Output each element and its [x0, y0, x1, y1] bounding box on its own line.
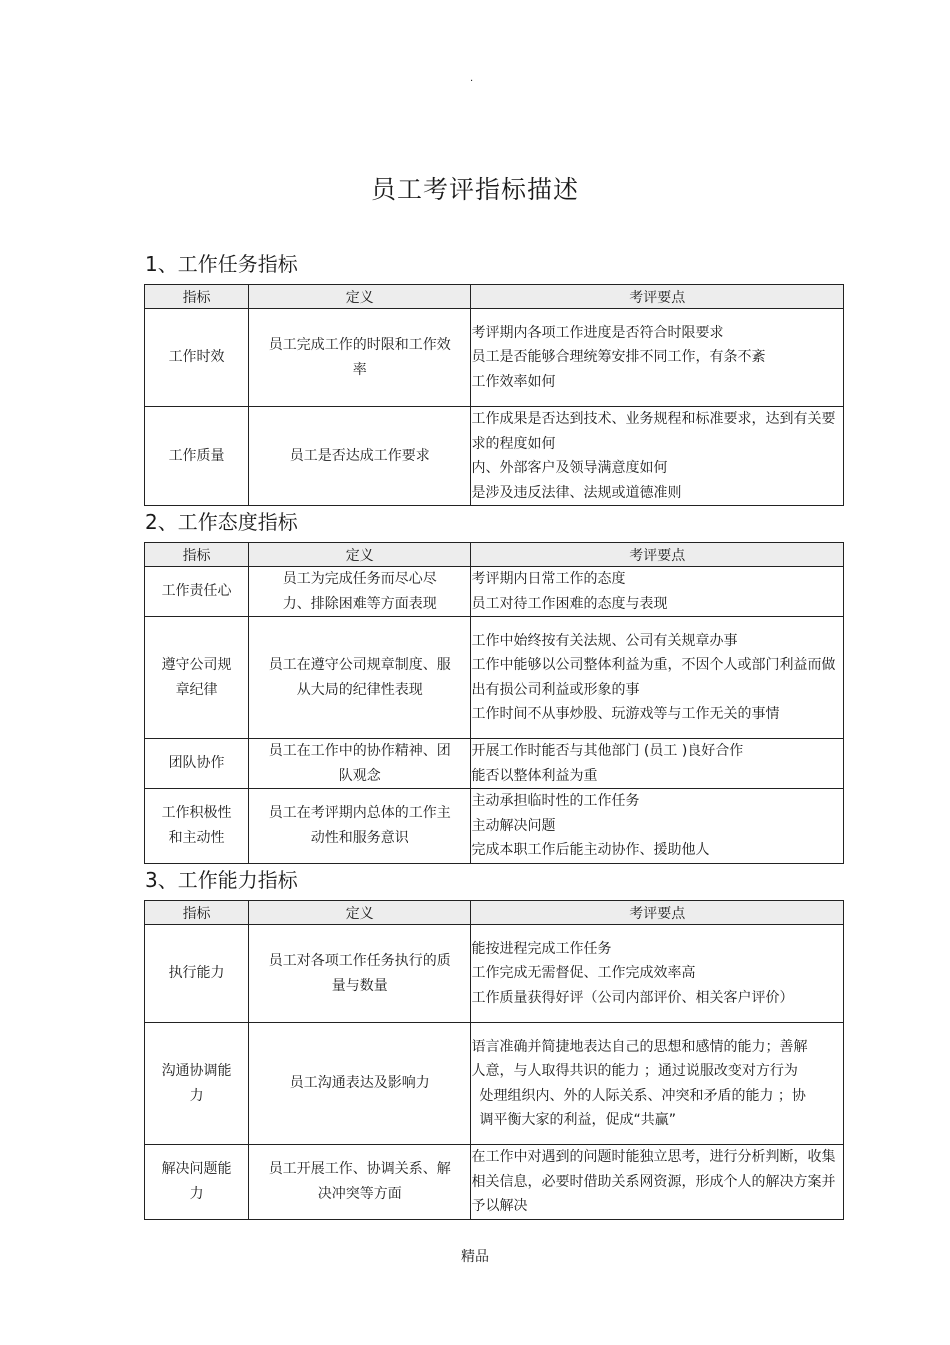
- metric-name: 工作积极性和主动性: [161, 805, 232, 846]
- metric-name: 沟通协调能力: [161, 1063, 232, 1104]
- table-row: [145, 925, 844, 1023]
- metric-name-cell: [145, 789, 249, 864]
- column-header-key-points: 考评要点: [471, 543, 844, 567]
- metric-definition: 员工在考评期内总体的工作主动性和服务意识: [268, 805, 451, 846]
- metric-name-cell: [145, 925, 249, 1023]
- metric-name: 工作时效: [168, 349, 225, 366]
- metric-definition: 员工沟通表达及影响力: [289, 1075, 430, 1092]
- key-point: 员工是否能够合理统筹安排不同工作，有条不紊: [471, 349, 766, 366]
- metric-definition-cell: [249, 309, 471, 407]
- column-header-key-points: 考评要点: [471, 901, 844, 925]
- metric-definition: 员工为完成任务而尽心尽力、排除困难等方面表现: [282, 571, 437, 612]
- key-points-cell: [471, 567, 844, 617]
- metric-name-cell: [145, 739, 249, 789]
- table-header-row: [145, 543, 844, 567]
- metric-name: 工作责任心: [161, 583, 232, 600]
- key-point: 工作成果是否达到技术、业务规程和标准要求，达到有关要求的程度如何: [471, 411, 836, 452]
- ability-metrics-table: [144, 900, 844, 1220]
- section-heading-attitude: 2、工作态度指标: [145, 510, 298, 534]
- key-point: 语言准确并简捷地表达自己的思想和感情的能力；善解人意，与人取得共识的能力 ；通过说服改变对方行为: [471, 1038, 808, 1079]
- metric-definition-cell: [249, 1023, 471, 1145]
- metric-name-cell: [145, 407, 249, 506]
- key-point: 工作中始终按有关法规、公司有关规章办事: [471, 632, 738, 649]
- key-points-cell: [471, 309, 844, 407]
- key-point: 工作完成无需督促、工作完成效率高: [471, 965, 696, 982]
- metric-name-cell: [145, 617, 249, 739]
- metric-name: 遵守公司规章纪律: [161, 657, 232, 698]
- key-points-cell: [471, 407, 844, 506]
- column-header-definition: 定义: [249, 901, 471, 925]
- table-header-row: [145, 285, 844, 309]
- metric-definition-cell: [249, 925, 471, 1023]
- metric-name: 解决问题能力: [161, 1161, 232, 1202]
- key-points-cell: [471, 1145, 844, 1220]
- key-point: 工作质量获得好评（公司内部评价、相关客户评价）: [471, 989, 794, 1006]
- metric-definition-cell: [249, 739, 471, 789]
- key-points-cell: [471, 789, 844, 864]
- key-points-cell: [471, 739, 844, 789]
- key-point: 完成本职工作后能主动协作、援助他人: [471, 842, 710, 858]
- column-header-metric: 指标: [145, 543, 249, 567]
- metric-definition-cell: [249, 407, 471, 506]
- metric-name: 团队协作: [168, 755, 225, 772]
- key-point: 内、外部客户及领导满意度如何: [471, 460, 668, 476]
- column-header-metric: 指标: [145, 285, 249, 309]
- metric-definition-cell: [249, 567, 471, 617]
- table-row: [145, 739, 844, 789]
- key-point: 工作时间不从事炒股、玩游戏等与工作无关的事情: [471, 706, 780, 722]
- metric-name-cell: [145, 567, 249, 617]
- key-points-cell: [471, 1023, 844, 1145]
- metric-definition: 员工在遵守公司规章制度、服从大局的纪律性表现: [268, 657, 451, 698]
- metric-name-cell: [145, 1145, 249, 1220]
- table-row: [145, 617, 844, 739]
- key-point: 主动承担临时性的工作任务: [471, 793, 640, 809]
- table-row: [145, 1145, 844, 1220]
- table-row: [145, 567, 844, 617]
- key-point: 主动解决问题: [471, 817, 556, 834]
- metric-definition-cell: [249, 1145, 471, 1220]
- key-points-cell: [471, 925, 844, 1023]
- key-point: 能否以整体利益为重: [471, 767, 598, 784]
- metric-name-cell: [145, 1023, 249, 1145]
- document-title: 员工考评指标描述: [370, 175, 579, 204]
- section-heading-task: 1、工作任务指标: [145, 252, 298, 276]
- column-header-metric: 指标: [145, 901, 249, 925]
- column-header-definition: 定义: [249, 285, 471, 309]
- key-points-cell: [471, 617, 844, 739]
- key-point: 工作效率如何: [471, 373, 556, 390]
- metric-definition-cell: [249, 789, 471, 864]
- metric-definition: 员工开展工作、协调关系、解决冲突等方面: [268, 1161, 451, 1202]
- key-point: 能按进程完成工作任务: [471, 940, 612, 957]
- page-footer: 精品: [461, 1249, 489, 1265]
- column-header-key-points: 考评要点: [471, 285, 844, 309]
- metric-definition: 员工完成工作的时限和工作效率: [268, 337, 451, 378]
- table-header-row: [145, 901, 844, 925]
- key-point: 开展工作时能否与其他部门 (员工 )良好合作: [471, 743, 744, 759]
- table-row: [145, 309, 844, 407]
- table-row: [145, 1023, 844, 1145]
- metric-name-cell: [145, 309, 249, 407]
- attitude-metrics-table: [144, 542, 844, 864]
- header-mark: .: [470, 73, 474, 84]
- key-point: 处理组织内、外的人际关系、冲突和矛盾的能力 ；协调平衡大家的利益，促成“共赢”: [479, 1087, 806, 1128]
- key-point: 考评期内日常工作的态度: [471, 571, 626, 587]
- metric-name: 工作质量: [168, 447, 225, 464]
- key-point: 工作中能够以公司整体利益为重，不因个人或部门利益而做出有损公司利益或形象的事: [471, 657, 836, 698]
- key-point: 在工作中对遇到的问题时能独立思考，进行分析判断，收集相关信息，必要时借助关系网资源，形成个人的解决方案并予以解决: [471, 1149, 836, 1214]
- key-point: 是涉及违反法律、法规或道德准则: [471, 484, 682, 501]
- section-heading-ability: 3、工作能力指标: [145, 868, 298, 892]
- task-metrics-table: [144, 284, 844, 506]
- metric-definition: 员工是否达成工作要求: [289, 447, 430, 464]
- key-point: 考评期内各项工作进度是否符合时限要求: [471, 324, 724, 341]
- column-header-definition: 定义: [249, 543, 471, 567]
- metric-name: 执行能力: [168, 965, 225, 982]
- metric-definition: 员工对各项工作任务执行的质量与数量: [268, 953, 451, 994]
- metric-definition-cell: [249, 617, 471, 739]
- metric-definition: 员工在工作中的协作精神、团队观念: [268, 743, 451, 784]
- table-row: [145, 789, 844, 864]
- key-point: 员工对待工作困难的态度与表现: [471, 595, 668, 612]
- table-row: [145, 407, 844, 506]
